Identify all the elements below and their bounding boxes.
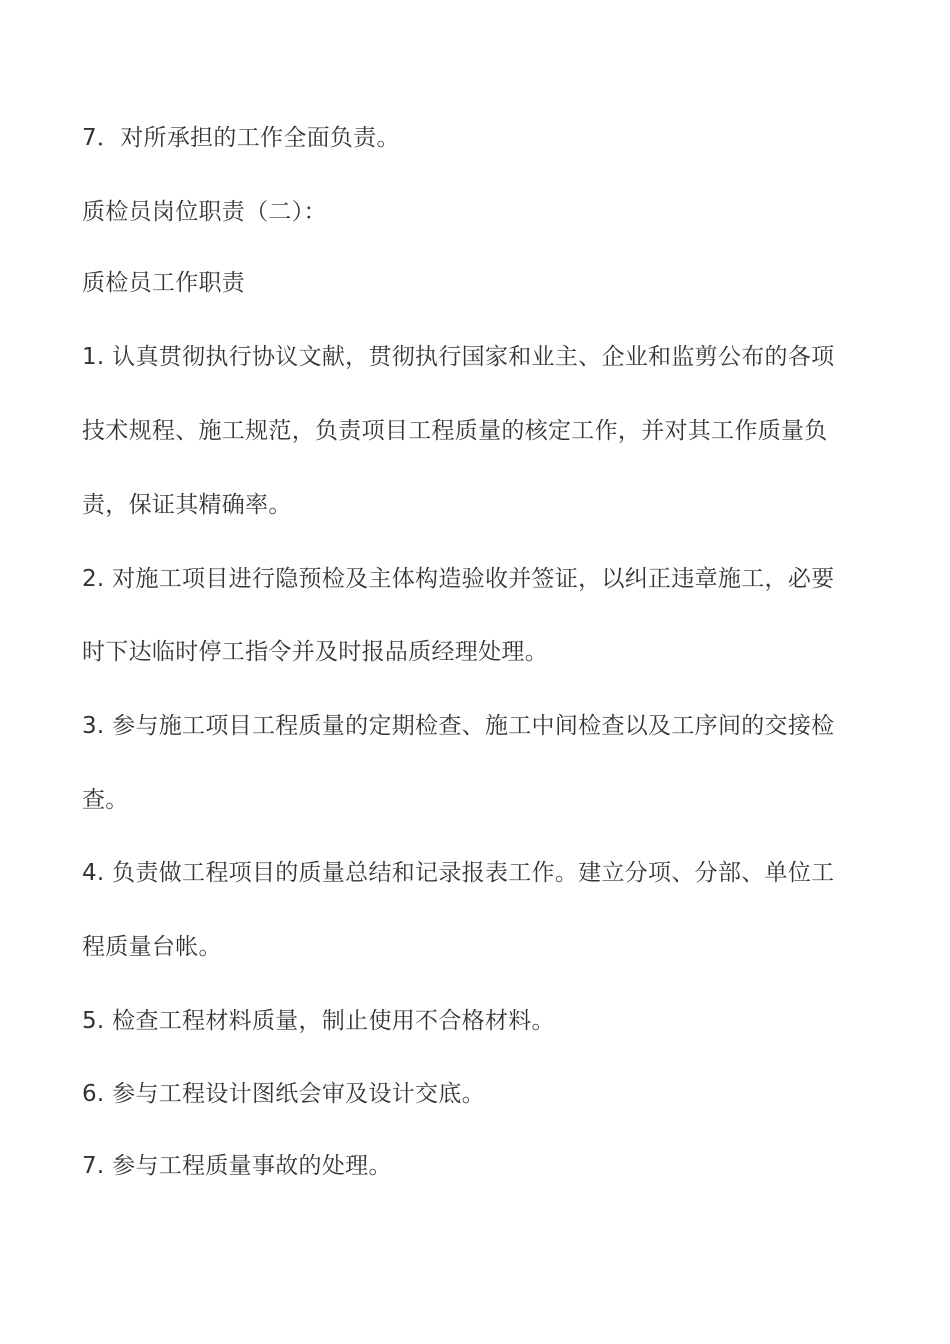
duty-item-4-line-1: 4. 负责做工程项目的质量总结和记录报表工作。建立分项、分部、单位工 (82, 860, 835, 886)
duty-item-2-line-1: 2. 对施工项目进行隐预检及主体构造验收并签证，以纠正违章施工，必要 (82, 566, 835, 592)
section-heading: 质检员岗位职责（二）： (82, 199, 327, 225)
duty-item-1-line-2: 技术规程、施工规范，负责项目工程质量的核定工作，并对其工作质量负 (82, 418, 828, 444)
duty-item-3-line-1: 3. 参与施工项目工程质量的定期检查、施工中间检查以及工序间的交接检 (82, 713, 835, 739)
duty-item-1-line-3: 责，保证其精确率。 (82, 492, 292, 518)
duty-item-6: 6. 参与工程设计图纸会审及设计交底。 (82, 1081, 485, 1107)
duty-item-1-line-1: 1. 认真贯彻执行协议文献，贯彻执行国家和业主、企业和监剪公布的各项 (82, 344, 835, 370)
duty-item-2-line-2: 时下达临时停工指令并及时报品质经理处理。 (82, 639, 548, 665)
subsection-heading: 质检员工作职责 (82, 270, 246, 296)
duty-item-7: 7. 参与工程质量事故的处理。 (82, 1153, 392, 1179)
duty-item-3-line-2: 查。 (82, 787, 129, 813)
duty-item-5: 5. 检查工程材料质量，制止使用不合格材料。 (82, 1008, 555, 1034)
duty-item-4-line-2: 程质量台帐。 (82, 934, 222, 960)
paragraph-item-7-prev-section: 7．对所承担的工作全面负责。 (82, 125, 400, 151)
